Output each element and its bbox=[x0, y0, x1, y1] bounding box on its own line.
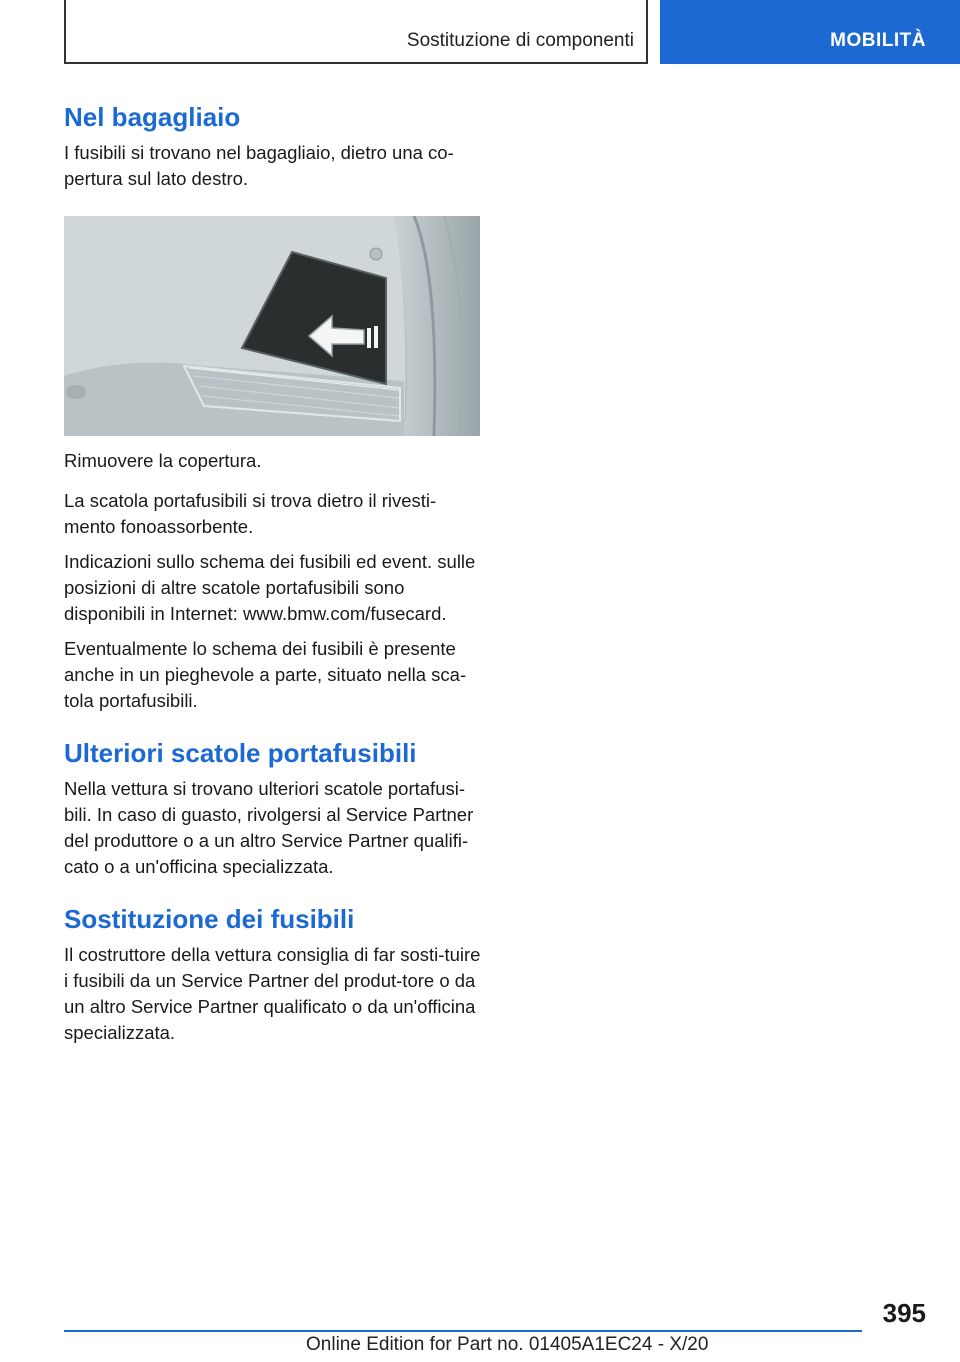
section-ulteriori-scatole bbox=[64, 736, 482, 880]
trunk-fuse-cover-illustration bbox=[64, 216, 480, 436]
header-chapter-box bbox=[64, 0, 648, 64]
heading-nel-bagagliaio: Nel bagagliaio bbox=[64, 102, 241, 132]
trunk-illustration-svg bbox=[64, 216, 480, 436]
paragraph: La scatola portafusibili si trova dietro il rivesti-mento fonoassorbente. bbox=[64, 490, 437, 537]
paragraph: Il costruttore della vettura consiglia di far sosti-tuire i fusibili da un Service Partner del produt-tore o da un altro Service Partner qualificato o da un'officina specializzata. bbox=[64, 944, 481, 1043]
main-content bbox=[64, 100, 482, 1055]
section-label: MOBILITÀ bbox=[830, 30, 926, 51]
heading-ulteriori-scatole: Ulteriori scatole portafusibili bbox=[64, 738, 417, 768]
paragraph: Nella vettura si trovano ulteriori scatole portafusi-bili. In caso di guasto, rivolgersi al Service Partner del produttore o a un altro Service Partner qualifi-cato o a un'officina specializzata. bbox=[64, 778, 474, 877]
heading-sostituzione-fusibili: Sostituzione dei fusibili bbox=[64, 904, 355, 934]
paragraph: Rimuovere la copertura. bbox=[64, 450, 262, 471]
chapter-title: Sostituzione di componenti bbox=[406, 30, 634, 51]
paragraph: Eventualmente lo schema dei fusibili è presente anche in un pieghevole a parte, situato nella sca-tola portafusibili. bbox=[64, 638, 467, 711]
page-number: 395 bbox=[882, 1298, 926, 1328]
footer-edition-text: Online Edition for Part no. 01405A1EC24 - X/20 bbox=[306, 1334, 709, 1355]
paragraph: I fusibili si trovano nel bagagliaio, dietro una co-pertura sul lato destro. bbox=[64, 142, 454, 189]
section-sostituzione-fusibili bbox=[64, 902, 482, 1046]
paragraph: Indicazioni sullo schema dei fusibili ed event. sulle posizioni di altre scatole portafusibili sono disponibili in Internet: www.bmw.com/fusecard. bbox=[64, 551, 476, 624]
header-section-tab bbox=[660, 0, 960, 64]
footer-divider bbox=[64, 1330, 862, 1332]
